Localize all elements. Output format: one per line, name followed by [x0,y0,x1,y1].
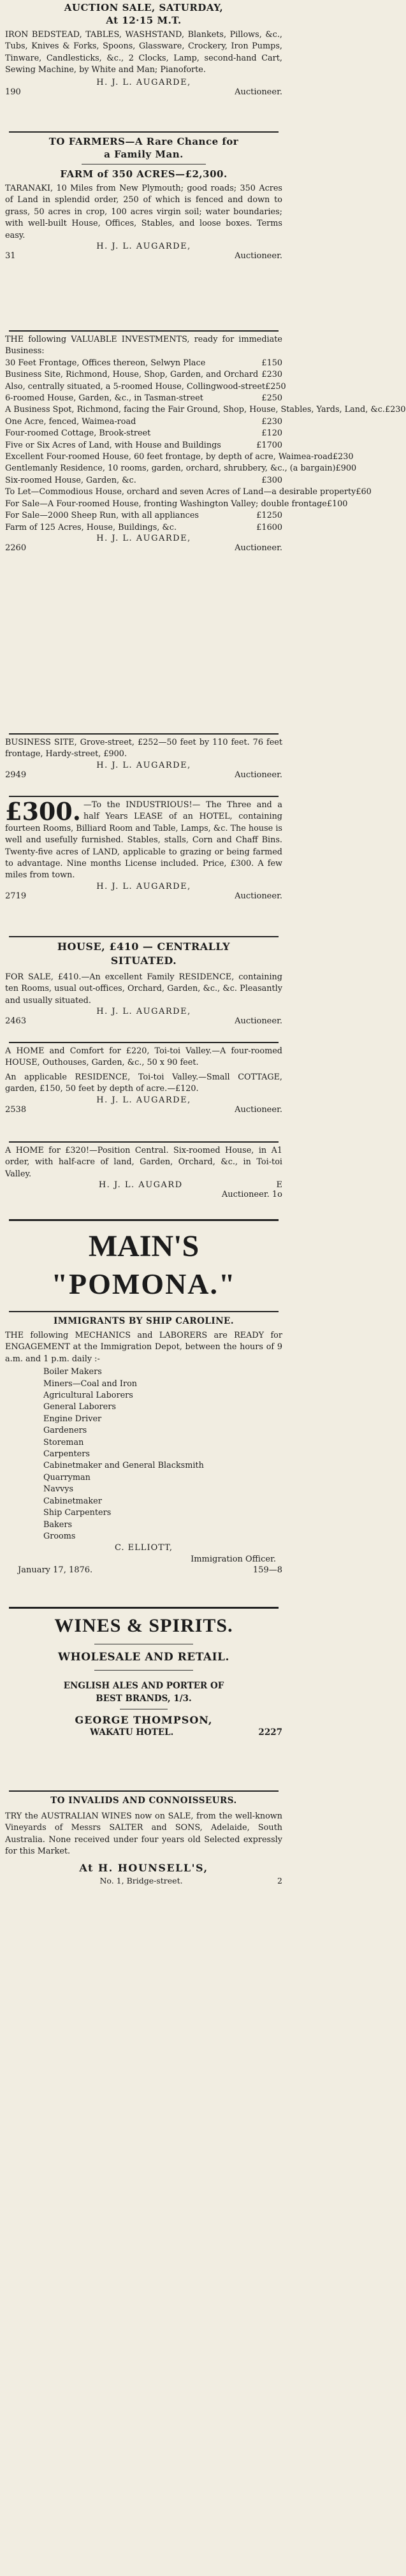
home-320-signature-end: E [276,1180,282,1190]
wines-proprietor: GEORGE THOMPSON, [75,1714,213,1726]
investment-row [5,358,282,369]
invalids-footer [5,1876,282,1885]
investments-list [5,358,406,534]
home-220-footer [5,1105,282,1115]
investments-signature: H. J. L. AUGARDE, [96,533,191,543]
investment-price: £100 [326,499,348,509]
investment-description: To Let—Commodious House, orchard and seven Acres of Land—a desirable property [5,487,356,497]
wines-number: 2227 [258,1727,282,1738]
hotel-lease-role: Auctioneer. [235,891,282,901]
invalids-shop: At H. HOUNSELL'S, [79,1861,208,1874]
investment-price: £250 [265,381,286,392]
invalids-address: No. 1, Bridge-street. [99,1875,183,1885]
pomona-line-one: MAIN'S [88,1229,199,1263]
pomona-ad [5,1228,282,1303]
investment-description: One Acre, fenced, Waimea-road [5,416,136,427]
immigrants-heading: IMMIGRANTS BY SHIP CAROLINE. [53,1316,235,1326]
home-320-body: A HOME for £320!—Position Central. Six-roomed House, in A1 order, with half-acre of land, Garden, Orchard, &c., in Toi-toi Valley. [5,1146,282,1179]
investment-row [5,475,282,487]
invalids-ad [5,1794,282,1885]
divider [9,1219,279,1221]
wines-ales-line-two: BEST BRANDS, 1/3. [96,1694,192,1704]
hotel-lease-body [5,797,282,882]
farmers-number: 31 [5,251,16,261]
immigrants-date: January 17, 1876. [18,1565,93,1576]
divider [9,1790,279,1792]
house-410-subheading: SITUATED. [110,955,177,967]
immigrant-trade: Boiler Makers [43,1367,102,1377]
immigrant-trade: Cabinetmaker and General Blacksmith [43,1461,204,1471]
investment-description: Four-roomed Cottage, Brook-street [5,428,151,439]
home-320-number: 1o [272,1190,282,1200]
immigrant-trade: Gardeners [43,1426,87,1436]
immigrant-trade: Quarryman [43,1472,91,1482]
investment-description: Excellent Four-roomed House, 60 feet frontage, by depth of acre, Waimea-road [5,452,333,462]
hotel-lease-text: The Three and a half Years LEASE of an HOTEL, containing fourteen Rooms, Billiard Room and Table, Lamps, &c. The house is well and usefully furnished. Stables, stalls, Corn and Chaff Bins. Twenty-five acres of LAND, applicable to grazing or being farmed to advantage. Nine months License included. Price, £300. A few miles from town. [5,800,282,881]
investment-description: For Sale—A Four-roomed House, fronting Washington Valley; double frontage [5,499,327,509]
house-410-body: FOR SALE, £410.—An excellent Family RESIDENCE, containing ten Rooms, usual out-offices, Orchard, Garden, &c., &c. Pleasantly and usually situated. [5,972,282,1006]
immigrant-trade: Bakers [43,1519,73,1530]
house-410-heading: HOUSE, £410 — CENTRALLY [57,940,231,953]
immigrants-signature: C. ELLIOTT, [114,1543,173,1553]
immigrant-trade: Agricultural Laborers [43,1391,133,1401]
auction-signature: H. J. L. AUGARDE, [96,77,191,87]
investment-price: £230 [384,405,406,415]
investment-description: For Sale—2000 Sheep Run, with all appliances [5,511,199,521]
invalids-number: 2 [277,1875,282,1885]
investment-price: £900 [335,464,357,474]
investments-ad [5,334,406,553]
divider [9,1607,279,1609]
investment-row [5,404,406,416]
hotel-lease-ad [5,797,282,901]
site-body: BUSINESS SITE, Grove-street, £252—50 feet by 110 feet. 76 feet frontage, Hardy-street, £900. [5,738,282,759]
investments-role: Auctioneer. [235,543,282,553]
investment-row [5,522,282,534]
site-signature: H. J. L. AUGARDE, [96,760,191,770]
auction-time: At 12·15 M.T. [106,15,182,26]
auction-body: IRON BEDSTEAD, TABLES, WASHSTAND, Blankets, Pillows, &c., Tubs, Knives & Forks, Spoons, Glassware, Crockery, Iron Pumps, Tinware, Candlesticks, &c., 2 Clocks, Lamp, second-hand Cart, Sewing Machine, by White and Man; Pianoforte. [5,30,282,75]
farmers-heading: TO FARMERS—A Rare Chance for [48,136,239,147]
investment-price: £1700 [256,440,282,450]
pomona-line-two: "POMONA." [51,1268,236,1300]
site-footer [5,770,282,780]
investment-description: Farm of 125 Acres, House, Buildings, &c. [5,522,177,532]
investment-price: £150 [261,358,282,368]
immigrant-trade: Carpenters [43,1449,90,1460]
immigrant-trade: Navvys [43,1484,74,1495]
investment-row [5,416,282,428]
farmers-subheading: a Family Man. [104,149,184,160]
house-410-footer [5,1016,282,1026]
farmers-ad [5,135,282,261]
home-320-footer [5,1190,282,1199]
divider [9,1311,279,1312]
auction-ad [5,1,282,97]
immigrant-trade: Ship Carpenters [43,1508,112,1518]
investment-row [5,428,282,439]
investment-row [5,499,348,510]
short-rule [82,164,206,165]
investment-price: £300 [261,475,282,485]
investment-row [5,381,286,393]
investment-price: £120 [261,428,282,439]
farmers-signature: H. J. L. AUGARDE, [96,242,191,252]
investment-price: £230 [261,370,282,380]
investment-row [5,369,282,381]
immigrant-trade: Storeman [43,1437,84,1447]
auction-role: Auctioneer. [235,87,282,97]
wines-ad [5,1613,282,1738]
investment-price: £60 [356,487,372,497]
invalids-heading: TO INVALIDS AND CONNOISSEURS. [50,1796,237,1806]
investment-row [5,487,372,498]
farmers-role: Auctioneer. [235,251,282,261]
investment-row [5,440,282,451]
home-320-role: Auctioneer. [221,1190,270,1200]
immigrant-trade: Cabinetmaker [43,1496,102,1506]
wines-footer [5,1727,282,1738]
site-number: 2949 [5,770,27,780]
home-220-body: A HOME and Comfort for £220, Toi-toi Valley.—A four-roomed HOUSE, Outhouses, Garden, &c., 50 x 90 feet. [5,1046,282,1068]
divider [9,733,279,735]
divider [9,131,279,133]
investment-row [5,463,357,474]
wines-ales-line-one: ENGLISH ALES AND PORTER OF [63,1681,224,1691]
hotel-lease-lead: —To the INDUSTRIOUS!— [83,800,201,810]
investment-price: £230 [261,416,282,427]
farmers-body: TARANAKI, 10 Miles from New Plymouth; good roads; 350 Acres of Land in splendid order, 250 of which is fenced and down to grass, 50 acres in crop, 100 acres virgin soil; water boundaries; with well-built House, Offices, Stables, and loose boxes. Terms easy. [5,184,282,240]
home-220-number: 2538 [5,1104,27,1115]
home-320-ad [5,1145,282,1199]
immigrant-trade: Engine Driver [43,1414,102,1424]
investments-number: 2260 [5,543,27,553]
invalids-body: TRY the AUSTRALIAN WINES now on SALE, from the well-known Vineyards of Messrs SALTER and SONS, Adelaide, South Australia. None received under four years old Selected expressly for this Market. [5,1811,282,1857]
home-320-signature-line [5,1180,282,1190]
site-role: Auctioneer. [235,770,282,780]
wines-title: WINES & SPIRITS. [54,1615,233,1636]
auction-number: 190 [5,87,21,97]
site-ad [5,737,282,780]
immigrant-trade: Miners—Coal and Iron [43,1379,138,1389]
investment-description: Also, centrally situated, a 5-roomed House, Collingwood-street [5,381,266,392]
auction-footer [5,87,282,97]
home-220-ad [5,1046,282,1115]
house-410-number: 2463 [5,1016,27,1027]
divider [9,330,279,332]
investment-price: £230 [332,452,354,462]
immigrants-role: Immigration Officer. [191,1555,276,1565]
immigrants-ad [5,1315,282,1575]
farmers-footer [5,251,282,261]
investment-description: Gentlemanly Residence, 10 rooms, garden, orchard, shrubbery, &c., (a bargain) [5,464,336,474]
wines-place: WAKATU HOTEL. [90,1727,174,1738]
investment-row [5,393,282,404]
investments-intro: THE following VALUABLE INVESTMENTS, ready for immediate Business: [5,335,282,356]
investment-row [5,451,354,463]
investment-description: Business Site, Richmond, House, Shop, Garden, and Orchard [5,370,259,380]
farm-price: FARM of 350 ACRES—£2,300. [60,168,228,180]
hotel-lease-signature: H. J. L. AUGARDE, [96,881,191,891]
wines-subheading: WHOLESALE AND RETAIL. [58,1651,229,1664]
house-410-role: Auctioneer. [235,1016,282,1027]
investment-description: Five or Six Acres of Land, with House and Buildings [5,440,221,450]
short-rule [94,1670,193,1671]
hotel-lease-amount: £300. [5,797,81,826]
home-220-body-second: An applicable RESIDENCE, Toi-toi Valley.—Small COTTAGE, garden, £150, 50 feet by depth of acre.—£120. [5,1072,282,1094]
divider [9,1141,279,1143]
investments-footer [5,543,282,553]
house-410-signature: H. J. L. AUGARDE, [96,1007,191,1017]
auction-heading: AUCTION SALE, SATURDAY, [64,2,224,13]
immigrant-trade: Grooms [43,1531,76,1541]
immigrants-body: THE following MECHANICS and LABORERS are READY for ENGAGEMENT at the Immigration Depot, between the hours of 9 a.m. and 1 p.m. daily :- [5,1331,282,1364]
immigrants-list [5,1366,282,1542]
hotel-lease-number: 2719 [5,891,27,901]
home-220-signature: H. J. L. AUGARDE, [96,1095,191,1105]
investment-description: 6-roomed House, Garden, &c., in Tasman-street [5,393,203,404]
investment-price: £250 [261,393,282,404]
immigrants-footer [5,1565,282,1575]
home-320-signature: H. J. L. AUGARD [98,1180,183,1190]
investment-price: £1600 [256,522,282,532]
investment-price: £1250 [256,511,282,521]
house-410-ad [5,940,282,1026]
immigrants-number: 159—8 [252,1565,282,1576]
investment-description: Six-roomed House, Garden, &c. [5,475,136,485]
divider [9,1042,279,1043]
investment-description: A Business Spot, Richmond, facing the Fair Ground, Shop, House, Stables, Yards, Land, &c. [5,405,385,415]
investment-description: 30 Feet Frontage, Offices thereon, Selwyn Place [5,358,206,368]
hotel-lease-footer [5,891,282,901]
investment-row [5,510,282,522]
home-220-role: Auctioneer. [235,1104,282,1115]
divider [9,936,279,937]
immigrant-trade: General Laborers [43,1402,116,1412]
